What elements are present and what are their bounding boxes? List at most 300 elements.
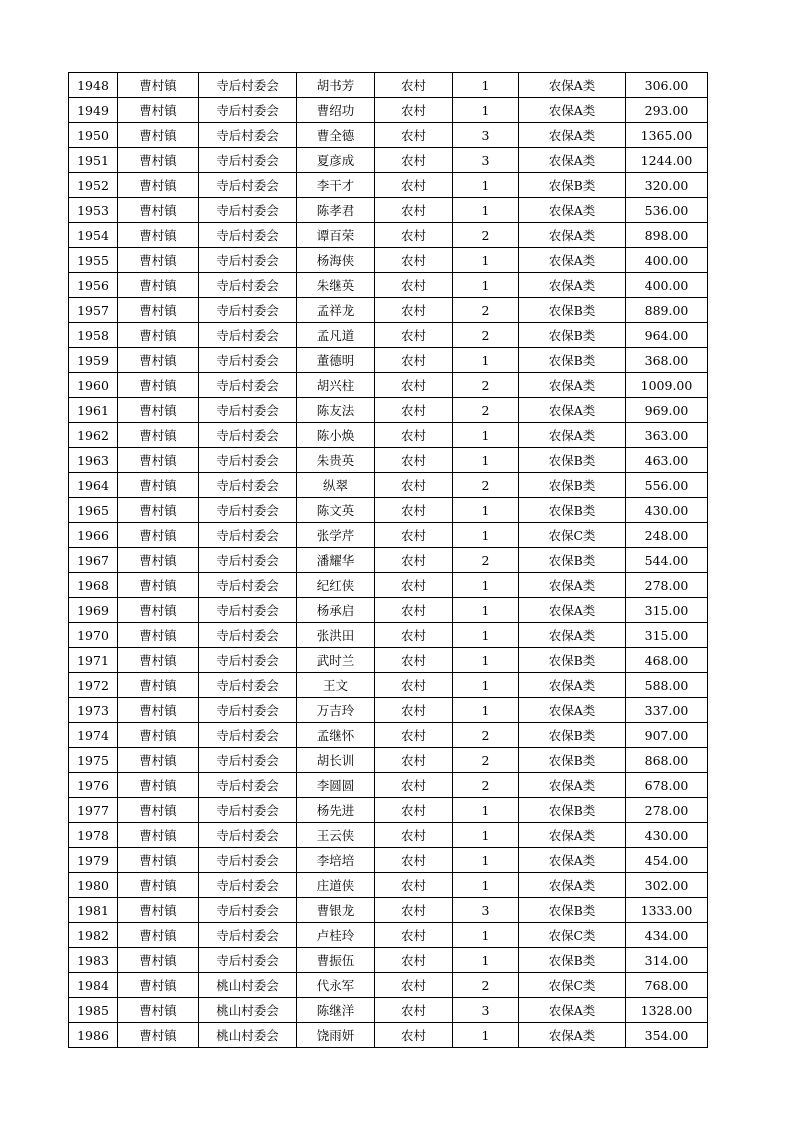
town-cell: 曹村镇 bbox=[118, 673, 199, 698]
category-cell: 农保A类 bbox=[519, 123, 626, 148]
town-cell: 曹村镇 bbox=[118, 1023, 199, 1048]
category-cell: 农保A类 bbox=[519, 223, 626, 248]
name-cell: 饶雨妍 bbox=[297, 1023, 375, 1048]
name-cell: 纵翠 bbox=[297, 473, 375, 498]
name-cell: 谭百荣 bbox=[297, 223, 375, 248]
village-committee-cell: 寺后村委会 bbox=[199, 98, 297, 123]
household-size-cell: 1 bbox=[453, 448, 519, 473]
name-cell: 卢桂玲 bbox=[297, 923, 375, 948]
name-cell: 陈友法 bbox=[297, 398, 375, 423]
area-type-cell: 农村 bbox=[375, 898, 453, 923]
village-committee-cell: 寺后村委会 bbox=[199, 348, 297, 373]
category-cell: 农保C类 bbox=[519, 523, 626, 548]
category-cell: 农保A类 bbox=[519, 698, 626, 723]
amount-cell: 588.00 bbox=[626, 673, 708, 698]
amount-cell: 248.00 bbox=[626, 523, 708, 548]
village-committee-cell: 寺后村委会 bbox=[199, 823, 297, 848]
area-type-cell: 农村 bbox=[375, 848, 453, 873]
amount-cell: 363.00 bbox=[626, 423, 708, 448]
amount-cell: 907.00 bbox=[626, 723, 708, 748]
town-cell: 曹村镇 bbox=[118, 448, 199, 473]
village-committee-cell: 桃山村委会 bbox=[199, 998, 297, 1023]
category-cell: 农保B类 bbox=[519, 498, 626, 523]
household-size-cell: 2 bbox=[453, 773, 519, 798]
village-committee-cell: 寺后村委会 bbox=[199, 673, 297, 698]
village-committee-cell: 桃山村委会 bbox=[199, 973, 297, 998]
category-cell: 农保A类 bbox=[519, 823, 626, 848]
amount-cell: 315.00 bbox=[626, 623, 708, 648]
village-committee-cell: 寺后村委会 bbox=[199, 398, 297, 423]
category-cell: 农保A类 bbox=[519, 873, 626, 898]
name-cell: 董德明 bbox=[297, 348, 375, 373]
serial-number-cell: 1948 bbox=[69, 73, 118, 98]
household-size-cell: 2 bbox=[453, 473, 519, 498]
table-row bbox=[69, 1023, 708, 1048]
area-type-cell: 农村 bbox=[375, 298, 453, 323]
serial-number-cell: 1950 bbox=[69, 123, 118, 148]
town-cell: 曹村镇 bbox=[118, 148, 199, 173]
household-size-cell: 1 bbox=[453, 648, 519, 673]
town-cell: 曹村镇 bbox=[118, 398, 199, 423]
serial-number-cell: 1981 bbox=[69, 898, 118, 923]
village-committee-cell: 寺后村委会 bbox=[199, 423, 297, 448]
town-cell: 曹村镇 bbox=[118, 873, 199, 898]
category-cell: 农保B类 bbox=[519, 298, 626, 323]
household-size-cell: 1 bbox=[453, 73, 519, 98]
category-cell: 农保C类 bbox=[519, 973, 626, 998]
household-size-cell: 1 bbox=[453, 798, 519, 823]
category-cell: 农保B类 bbox=[519, 648, 626, 673]
name-cell: 陈小焕 bbox=[297, 423, 375, 448]
household-size-cell: 3 bbox=[453, 148, 519, 173]
category-cell: 农保B类 bbox=[519, 173, 626, 198]
serial-number-cell: 1966 bbox=[69, 523, 118, 548]
category-cell: 农保B类 bbox=[519, 473, 626, 498]
table-row bbox=[69, 98, 708, 123]
amount-cell: 430.00 bbox=[626, 823, 708, 848]
serial-number-cell: 1984 bbox=[69, 973, 118, 998]
village-committee-cell: 寺后村委会 bbox=[199, 648, 297, 673]
name-cell: 胡书芳 bbox=[297, 73, 375, 98]
name-cell: 纪红侠 bbox=[297, 573, 375, 598]
category-cell: 农保B类 bbox=[519, 548, 626, 573]
name-cell: 夏彦成 bbox=[297, 148, 375, 173]
category-cell: 农保A类 bbox=[519, 1023, 626, 1048]
area-type-cell: 农村 bbox=[375, 398, 453, 423]
serial-number-cell: 1951 bbox=[69, 148, 118, 173]
category-cell: 农保A类 bbox=[519, 598, 626, 623]
village-committee-cell: 寺后村委会 bbox=[199, 373, 297, 398]
serial-number-cell: 1954 bbox=[69, 223, 118, 248]
amount-cell: 768.00 bbox=[626, 973, 708, 998]
town-cell: 曹村镇 bbox=[118, 423, 199, 448]
household-size-cell: 1 bbox=[453, 423, 519, 448]
category-cell: 农保A类 bbox=[519, 773, 626, 798]
name-cell: 曹振伍 bbox=[297, 948, 375, 973]
table-row bbox=[69, 298, 708, 323]
area-type-cell: 农村 bbox=[375, 323, 453, 348]
area-type-cell: 农村 bbox=[375, 673, 453, 698]
name-cell: 孟继怀 bbox=[297, 723, 375, 748]
serial-number-cell: 1971 bbox=[69, 648, 118, 673]
table-row bbox=[69, 473, 708, 498]
serial-number-cell: 1949 bbox=[69, 98, 118, 123]
serial-number-cell: 1970 bbox=[69, 623, 118, 648]
household-size-cell: 1 bbox=[453, 523, 519, 548]
amount-cell: 969.00 bbox=[626, 398, 708, 423]
village-committee-cell: 寺后村委会 bbox=[199, 123, 297, 148]
amount-cell: 556.00 bbox=[626, 473, 708, 498]
village-committee-cell: 寺后村委会 bbox=[199, 198, 297, 223]
name-cell: 武时兰 bbox=[297, 648, 375, 673]
village-committee-cell: 寺后村委会 bbox=[199, 798, 297, 823]
name-cell: 潘耀华 bbox=[297, 548, 375, 573]
village-committee-cell: 寺后村委会 bbox=[199, 523, 297, 548]
table-row bbox=[69, 598, 708, 623]
village-committee-cell: 寺后村委会 bbox=[199, 173, 297, 198]
serial-number-cell: 1956 bbox=[69, 273, 118, 298]
area-type-cell: 农村 bbox=[375, 873, 453, 898]
household-size-cell: 3 bbox=[453, 998, 519, 1023]
household-size-cell: 1 bbox=[453, 673, 519, 698]
name-cell: 杨承启 bbox=[297, 598, 375, 623]
town-cell: 曹村镇 bbox=[118, 273, 199, 298]
name-cell: 李干才 bbox=[297, 173, 375, 198]
name-cell: 李培培 bbox=[297, 848, 375, 873]
table-row bbox=[69, 273, 708, 298]
name-cell: 曹绍功 bbox=[297, 98, 375, 123]
serial-number-cell: 1985 bbox=[69, 998, 118, 1023]
serial-number-cell: 1952 bbox=[69, 173, 118, 198]
area-type-cell: 农村 bbox=[375, 448, 453, 473]
serial-number-cell: 1983 bbox=[69, 948, 118, 973]
table-row bbox=[69, 323, 708, 348]
table-row bbox=[69, 773, 708, 798]
category-cell: 农保A类 bbox=[519, 423, 626, 448]
household-size-cell: 2 bbox=[453, 548, 519, 573]
town-cell: 曹村镇 bbox=[118, 773, 199, 798]
category-cell: 农保A类 bbox=[519, 998, 626, 1023]
household-size-cell: 2 bbox=[453, 398, 519, 423]
household-size-cell: 1 bbox=[453, 498, 519, 523]
area-type-cell: 农村 bbox=[375, 573, 453, 598]
amount-cell: 898.00 bbox=[626, 223, 708, 248]
town-cell: 曹村镇 bbox=[118, 598, 199, 623]
household-size-cell: 1 bbox=[453, 873, 519, 898]
village-committee-cell: 寺后村委会 bbox=[199, 773, 297, 798]
amount-cell: 400.00 bbox=[626, 273, 708, 298]
area-type-cell: 农村 bbox=[375, 798, 453, 823]
village-committee-cell: 寺后村委会 bbox=[199, 948, 297, 973]
village-committee-cell: 寺后村委会 bbox=[199, 73, 297, 98]
name-cell: 张学芹 bbox=[297, 523, 375, 548]
household-size-cell: 1 bbox=[453, 173, 519, 198]
area-type-cell: 农村 bbox=[375, 423, 453, 448]
table-row bbox=[69, 548, 708, 573]
category-cell: 农保B类 bbox=[519, 348, 626, 373]
area-type-cell: 农村 bbox=[375, 973, 453, 998]
table-row bbox=[69, 648, 708, 673]
name-cell: 李圆圆 bbox=[297, 773, 375, 798]
category-cell: 农保B类 bbox=[519, 448, 626, 473]
area-type-cell: 农村 bbox=[375, 223, 453, 248]
area-type-cell: 农村 bbox=[375, 473, 453, 498]
household-size-cell: 2 bbox=[453, 973, 519, 998]
serial-number-cell: 1965 bbox=[69, 498, 118, 523]
town-cell: 曹村镇 bbox=[118, 248, 199, 273]
table-row bbox=[69, 848, 708, 873]
table-row bbox=[69, 448, 708, 473]
category-cell: 农保A类 bbox=[519, 398, 626, 423]
category-cell: 农保A类 bbox=[519, 848, 626, 873]
household-size-cell: 1 bbox=[453, 848, 519, 873]
table-row bbox=[69, 248, 708, 273]
amount-cell: 536.00 bbox=[626, 198, 708, 223]
village-committee-cell: 寺后村委会 bbox=[199, 848, 297, 873]
village-committee-cell: 寺后村委会 bbox=[199, 248, 297, 273]
amount-cell: 306.00 bbox=[626, 73, 708, 98]
amount-cell: 293.00 bbox=[626, 98, 708, 123]
amount-cell: 337.00 bbox=[626, 698, 708, 723]
area-type-cell: 农村 bbox=[375, 548, 453, 573]
table-row bbox=[69, 398, 708, 423]
village-committee-cell: 寺后村委会 bbox=[199, 923, 297, 948]
table-row bbox=[69, 498, 708, 523]
category-cell: 农保A类 bbox=[519, 98, 626, 123]
table-row bbox=[69, 698, 708, 723]
town-cell: 曹村镇 bbox=[118, 348, 199, 373]
village-committee-cell: 寺后村委会 bbox=[199, 148, 297, 173]
name-cell: 朱贵英 bbox=[297, 448, 375, 473]
village-committee-cell: 寺后村委会 bbox=[199, 223, 297, 248]
table-row bbox=[69, 223, 708, 248]
name-cell: 陈继洋 bbox=[297, 998, 375, 1023]
amount-cell: 1365.00 bbox=[626, 123, 708, 148]
records-body bbox=[69, 73, 708, 1048]
area-type-cell: 农村 bbox=[375, 698, 453, 723]
table-row bbox=[69, 898, 708, 923]
amount-cell: 315.00 bbox=[626, 598, 708, 623]
town-cell: 曹村镇 bbox=[118, 123, 199, 148]
name-cell: 杨先进 bbox=[297, 798, 375, 823]
area-type-cell: 农村 bbox=[375, 598, 453, 623]
town-cell: 曹村镇 bbox=[118, 623, 199, 648]
name-cell: 陈孝君 bbox=[297, 198, 375, 223]
name-cell: 曹全德 bbox=[297, 123, 375, 148]
amount-cell: 1328.00 bbox=[626, 998, 708, 1023]
amount-cell: 468.00 bbox=[626, 648, 708, 673]
household-size-cell: 2 bbox=[453, 373, 519, 398]
category-cell: 农保B类 bbox=[519, 948, 626, 973]
serial-number-cell: 1979 bbox=[69, 848, 118, 873]
area-type-cell: 农村 bbox=[375, 748, 453, 773]
name-cell: 曹银龙 bbox=[297, 898, 375, 923]
serial-number-cell: 1969 bbox=[69, 598, 118, 623]
amount-cell: 430.00 bbox=[626, 498, 708, 523]
village-committee-cell: 寺后村委会 bbox=[199, 748, 297, 773]
town-cell: 曹村镇 bbox=[118, 173, 199, 198]
category-cell: 农保A类 bbox=[519, 73, 626, 98]
amount-cell: 434.00 bbox=[626, 923, 708, 948]
town-cell: 曹村镇 bbox=[118, 498, 199, 523]
category-cell: 农保B类 bbox=[519, 898, 626, 923]
area-type-cell: 农村 bbox=[375, 273, 453, 298]
name-cell: 王文 bbox=[297, 673, 375, 698]
town-cell: 曹村镇 bbox=[118, 998, 199, 1023]
name-cell: 孟祥龙 bbox=[297, 298, 375, 323]
category-cell: 农保A类 bbox=[519, 273, 626, 298]
town-cell: 曹村镇 bbox=[118, 698, 199, 723]
area-type-cell: 农村 bbox=[375, 998, 453, 1023]
household-size-cell: 2 bbox=[453, 223, 519, 248]
serial-number-cell: 1967 bbox=[69, 548, 118, 573]
household-size-cell: 1 bbox=[453, 273, 519, 298]
area-type-cell: 农村 bbox=[375, 623, 453, 648]
town-cell: 曹村镇 bbox=[118, 823, 199, 848]
table-row bbox=[69, 573, 708, 598]
town-cell: 曹村镇 bbox=[118, 848, 199, 873]
amount-cell: 1333.00 bbox=[626, 898, 708, 923]
household-size-cell: 3 bbox=[453, 123, 519, 148]
table-row bbox=[69, 748, 708, 773]
table-row bbox=[69, 998, 708, 1023]
village-committee-cell: 寺后村委会 bbox=[199, 273, 297, 298]
village-committee-cell: 寺后村委会 bbox=[199, 873, 297, 898]
town-cell: 曹村镇 bbox=[118, 323, 199, 348]
table-row bbox=[69, 423, 708, 448]
table-row bbox=[69, 148, 708, 173]
name-cell: 胡兴柱 bbox=[297, 373, 375, 398]
table-row bbox=[69, 173, 708, 198]
table-row bbox=[69, 523, 708, 548]
town-cell: 曹村镇 bbox=[118, 723, 199, 748]
village-committee-cell: 寺后村委会 bbox=[199, 298, 297, 323]
village-committee-cell: 桃山村委会 bbox=[199, 1023, 297, 1048]
village-committee-cell: 寺后村委会 bbox=[199, 698, 297, 723]
area-type-cell: 农村 bbox=[375, 948, 453, 973]
household-size-cell: 1 bbox=[453, 823, 519, 848]
town-cell: 曹村镇 bbox=[118, 523, 199, 548]
table-row bbox=[69, 823, 708, 848]
town-cell: 曹村镇 bbox=[118, 648, 199, 673]
village-committee-cell: 寺后村委会 bbox=[199, 898, 297, 923]
amount-cell: 463.00 bbox=[626, 448, 708, 473]
category-cell: 农保C类 bbox=[519, 923, 626, 948]
serial-number-cell: 1964 bbox=[69, 473, 118, 498]
amount-cell: 1244.00 bbox=[626, 148, 708, 173]
serial-number-cell: 1962 bbox=[69, 423, 118, 448]
village-committee-cell: 寺后村委会 bbox=[199, 723, 297, 748]
category-cell: 农保A类 bbox=[519, 148, 626, 173]
amount-cell: 454.00 bbox=[626, 848, 708, 873]
amount-cell: 278.00 bbox=[626, 573, 708, 598]
category-cell: 农保B类 bbox=[519, 723, 626, 748]
town-cell: 曹村镇 bbox=[118, 73, 199, 98]
household-size-cell: 1 bbox=[453, 1023, 519, 1048]
amount-cell: 320.00 bbox=[626, 173, 708, 198]
category-cell: 农保A类 bbox=[519, 373, 626, 398]
household-size-cell: 1 bbox=[453, 598, 519, 623]
name-cell: 王云侠 bbox=[297, 823, 375, 848]
household-size-cell: 2 bbox=[453, 298, 519, 323]
town-cell: 曹村镇 bbox=[118, 973, 199, 998]
area-type-cell: 农村 bbox=[375, 773, 453, 798]
town-cell: 曹村镇 bbox=[118, 473, 199, 498]
household-size-cell: 1 bbox=[453, 573, 519, 598]
town-cell: 曹村镇 bbox=[118, 948, 199, 973]
name-cell: 万吉玲 bbox=[297, 698, 375, 723]
serial-number-cell: 1961 bbox=[69, 398, 118, 423]
amount-cell: 400.00 bbox=[626, 248, 708, 273]
household-size-cell: 1 bbox=[453, 698, 519, 723]
area-type-cell: 农村 bbox=[375, 173, 453, 198]
village-committee-cell: 寺后村委会 bbox=[199, 448, 297, 473]
town-cell: 曹村镇 bbox=[118, 198, 199, 223]
amount-cell: 678.00 bbox=[626, 773, 708, 798]
area-type-cell: 农村 bbox=[375, 248, 453, 273]
table-row bbox=[69, 723, 708, 748]
town-cell: 曹村镇 bbox=[118, 798, 199, 823]
town-cell: 曹村镇 bbox=[118, 898, 199, 923]
area-type-cell: 农村 bbox=[375, 373, 453, 398]
village-committee-cell: 寺后村委会 bbox=[199, 473, 297, 498]
table-row bbox=[69, 623, 708, 648]
serial-number-cell: 1972 bbox=[69, 673, 118, 698]
table-row bbox=[69, 198, 708, 223]
town-cell: 曹村镇 bbox=[118, 548, 199, 573]
village-committee-cell: 寺后村委会 bbox=[199, 623, 297, 648]
table-row bbox=[69, 973, 708, 998]
serial-number-cell: 1960 bbox=[69, 373, 118, 398]
town-cell: 曹村镇 bbox=[118, 748, 199, 773]
amount-cell: 889.00 bbox=[626, 298, 708, 323]
serial-number-cell: 1957 bbox=[69, 298, 118, 323]
serial-number-cell: 1955 bbox=[69, 248, 118, 273]
name-cell: 孟凡道 bbox=[297, 323, 375, 348]
household-size-cell: 1 bbox=[453, 623, 519, 648]
amount-cell: 278.00 bbox=[626, 798, 708, 823]
amount-cell: 544.00 bbox=[626, 548, 708, 573]
name-cell: 陈文英 bbox=[297, 498, 375, 523]
household-size-cell: 1 bbox=[453, 98, 519, 123]
area-type-cell: 农村 bbox=[375, 523, 453, 548]
table-row bbox=[69, 73, 708, 98]
household-size-cell: 1 bbox=[453, 248, 519, 273]
household-size-cell: 1 bbox=[453, 923, 519, 948]
town-cell: 曹村镇 bbox=[118, 373, 199, 398]
name-cell: 张洪田 bbox=[297, 623, 375, 648]
category-cell: 农保B类 bbox=[519, 748, 626, 773]
table-row bbox=[69, 923, 708, 948]
serial-number-cell: 1982 bbox=[69, 923, 118, 948]
serial-number-cell: 1976 bbox=[69, 773, 118, 798]
serial-number-cell: 1959 bbox=[69, 348, 118, 373]
area-type-cell: 农村 bbox=[375, 823, 453, 848]
village-committee-cell: 寺后村委会 bbox=[199, 598, 297, 623]
category-cell: 农保A类 bbox=[519, 198, 626, 223]
serial-number-cell: 1986 bbox=[69, 1023, 118, 1048]
category-cell: 农保B类 bbox=[519, 323, 626, 348]
household-size-cell: 2 bbox=[453, 723, 519, 748]
household-size-cell: 1 bbox=[453, 198, 519, 223]
town-cell: 曹村镇 bbox=[118, 298, 199, 323]
table-row bbox=[69, 348, 708, 373]
area-type-cell: 农村 bbox=[375, 123, 453, 148]
amount-cell: 302.00 bbox=[626, 873, 708, 898]
category-cell: 农保A类 bbox=[519, 248, 626, 273]
table-row bbox=[69, 948, 708, 973]
area-type-cell: 农村 bbox=[375, 923, 453, 948]
